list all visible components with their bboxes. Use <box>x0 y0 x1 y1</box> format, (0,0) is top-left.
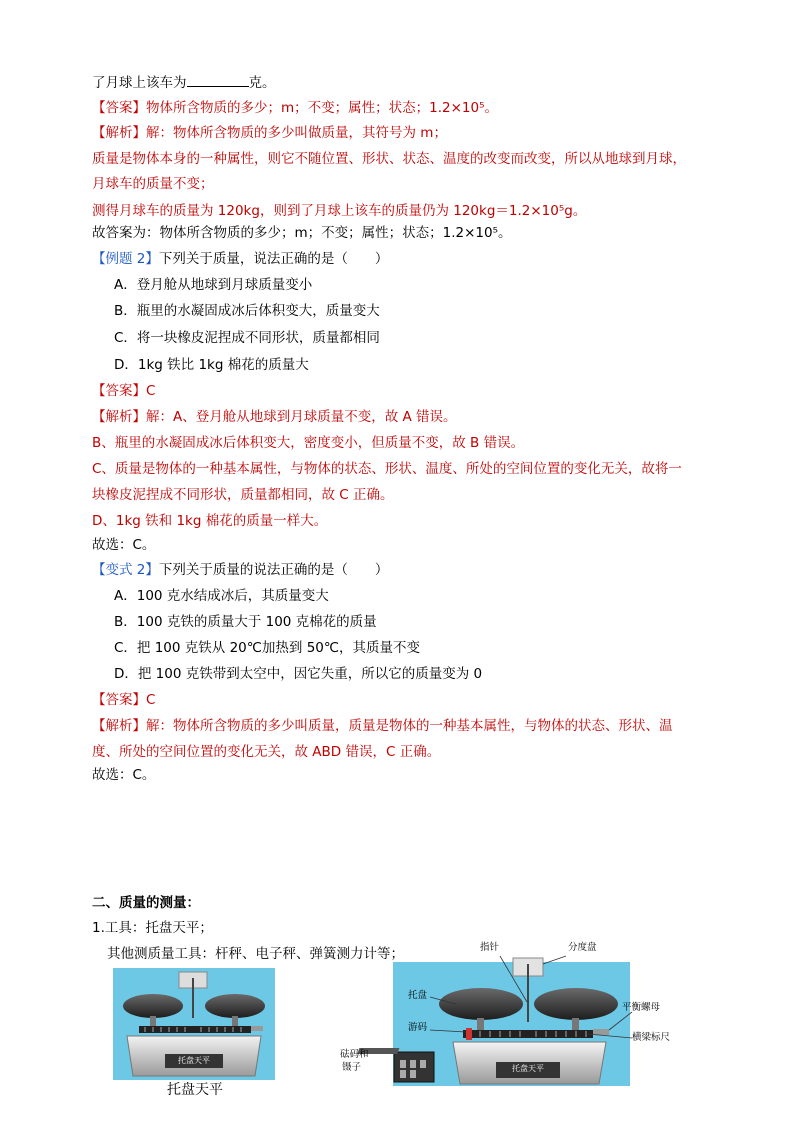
variant-question: 【变式 2】下列关于质量的说法正确的是（ ） <box>92 562 389 578</box>
analysis-line: 【解析】解：物体所含物质的多少叫做质量，其符号为 m； <box>92 125 447 141</box>
option-a: A．100 克水结成冰后，其质量变大 <box>114 588 329 604</box>
beam-scale-label: 横梁标尺 <box>632 1032 671 1043</box>
option-b: B．100 克铁的质量大于 100 克棉花的质量 <box>114 614 377 630</box>
option-a: A．登月舱从地球到月球质量变小 <box>114 277 313 293</box>
option-b: B．瓶里的水凝固成冰后体积变大，质量变大 <box>114 303 380 319</box>
scale-dial-label: 分度盘 <box>568 942 597 953</box>
weights-label-line-2: 镊子 <box>342 1062 362 1073</box>
analysis-line: 【解析】解：物体所含物质的多少叫质量，质量是物体的一种基本属性，与物体的状态、形状、温 <box>92 718 673 734</box>
option-c: C．把 100 克铁从 20℃加热到 50℃，其质量不变 <box>114 640 421 656</box>
nameplate-text: 托盘天平 <box>512 1064 544 1073</box>
conclusion-line: 故答案为：物体所含物质的多少；m；不变；属性；状态；1.2×10⁵。 <box>92 225 512 241</box>
conclusion-line: 故选：C。 <box>92 767 156 783</box>
answer-line: 【答案】物体所含物质的多少；m；不变；属性；状态；1.2×10⁵。 <box>92 100 499 116</box>
balance-nut-label: 平衡螺母 <box>622 1002 661 1013</box>
rider-label: 游码 <box>408 1022 428 1033</box>
example-question: 【例题 2】下列关于质量，说法正确的是（ ） <box>92 251 389 267</box>
analysis-line: 【解析】解：A、登月舱从地球到月球质量不变，故 A 错误。 <box>92 409 457 425</box>
conclusion-line: 故选：C。 <box>92 537 156 553</box>
other-tools-line: 其他测质量工具：杆秤、电子秤、弹簧测力计等； <box>107 946 404 962</box>
option-d: D．把 100 克铁带到太空中，因它失重，所以它的质量变为 0 <box>114 666 483 682</box>
balance-figure-1 <box>113 968 275 1080</box>
analysis-line: B、瓶里的水凝固成冰后体积变大，密度变小，但质量不变，故 B 错误。 <box>92 435 525 451</box>
analysis-line: 测得月球车的质量为 120kg，则到了月球上该车的质量仍为 120kg＝1.2×10⁵g。 <box>92 203 587 219</box>
option-c: C．将一块橡皮泥捏成不同形状，质量都相同 <box>114 330 380 346</box>
question-blank-line: 了月球上该车为 克。 <box>92 75 276 91</box>
pointer-label: 指针 <box>480 942 500 953</box>
weights-label-line-1: 砝码和 <box>340 1049 369 1060</box>
analysis-line: 月球车的质量不变； <box>92 176 214 192</box>
answer-line: 【答案】C <box>92 692 156 708</box>
pan-label: 托盘 <box>408 990 428 1001</box>
analysis-line: C、质量是物体的一种基本属性，与物体的状态、形状、温度、所处的空间位置的变化无关，故将一 <box>92 461 682 477</box>
figure-caption: 托盘天平 <box>167 1082 223 1098</box>
analysis-line: 质量是物体本身的一种属性，则它不随位置、形状、状态、温度的改变而改变，所以从地球到月球， <box>92 151 686 167</box>
tools-line: 1.工具：托盘天平； <box>92 920 213 936</box>
analysis-line: 度、所处的空间位置的变化无关，故 ABD 错误，C 正确。 <box>92 744 441 760</box>
nameplate-text: 托盘天平 <box>178 1056 210 1065</box>
answer-line: 【答案】C <box>92 383 156 399</box>
analysis-line: D、1kg 铁和 1kg 棉花的质量一样大。 <box>92 513 328 529</box>
balance-figure-2 <box>338 942 680 1092</box>
analysis-line: 块橡皮泥捏成不同形状，质量都相同，故 C 正确。 <box>92 487 394 503</box>
option-d: D．1kg 铁比 1kg 棉花的质量大 <box>114 357 309 373</box>
section-heading: 二、质量的测量： <box>92 895 200 911</box>
